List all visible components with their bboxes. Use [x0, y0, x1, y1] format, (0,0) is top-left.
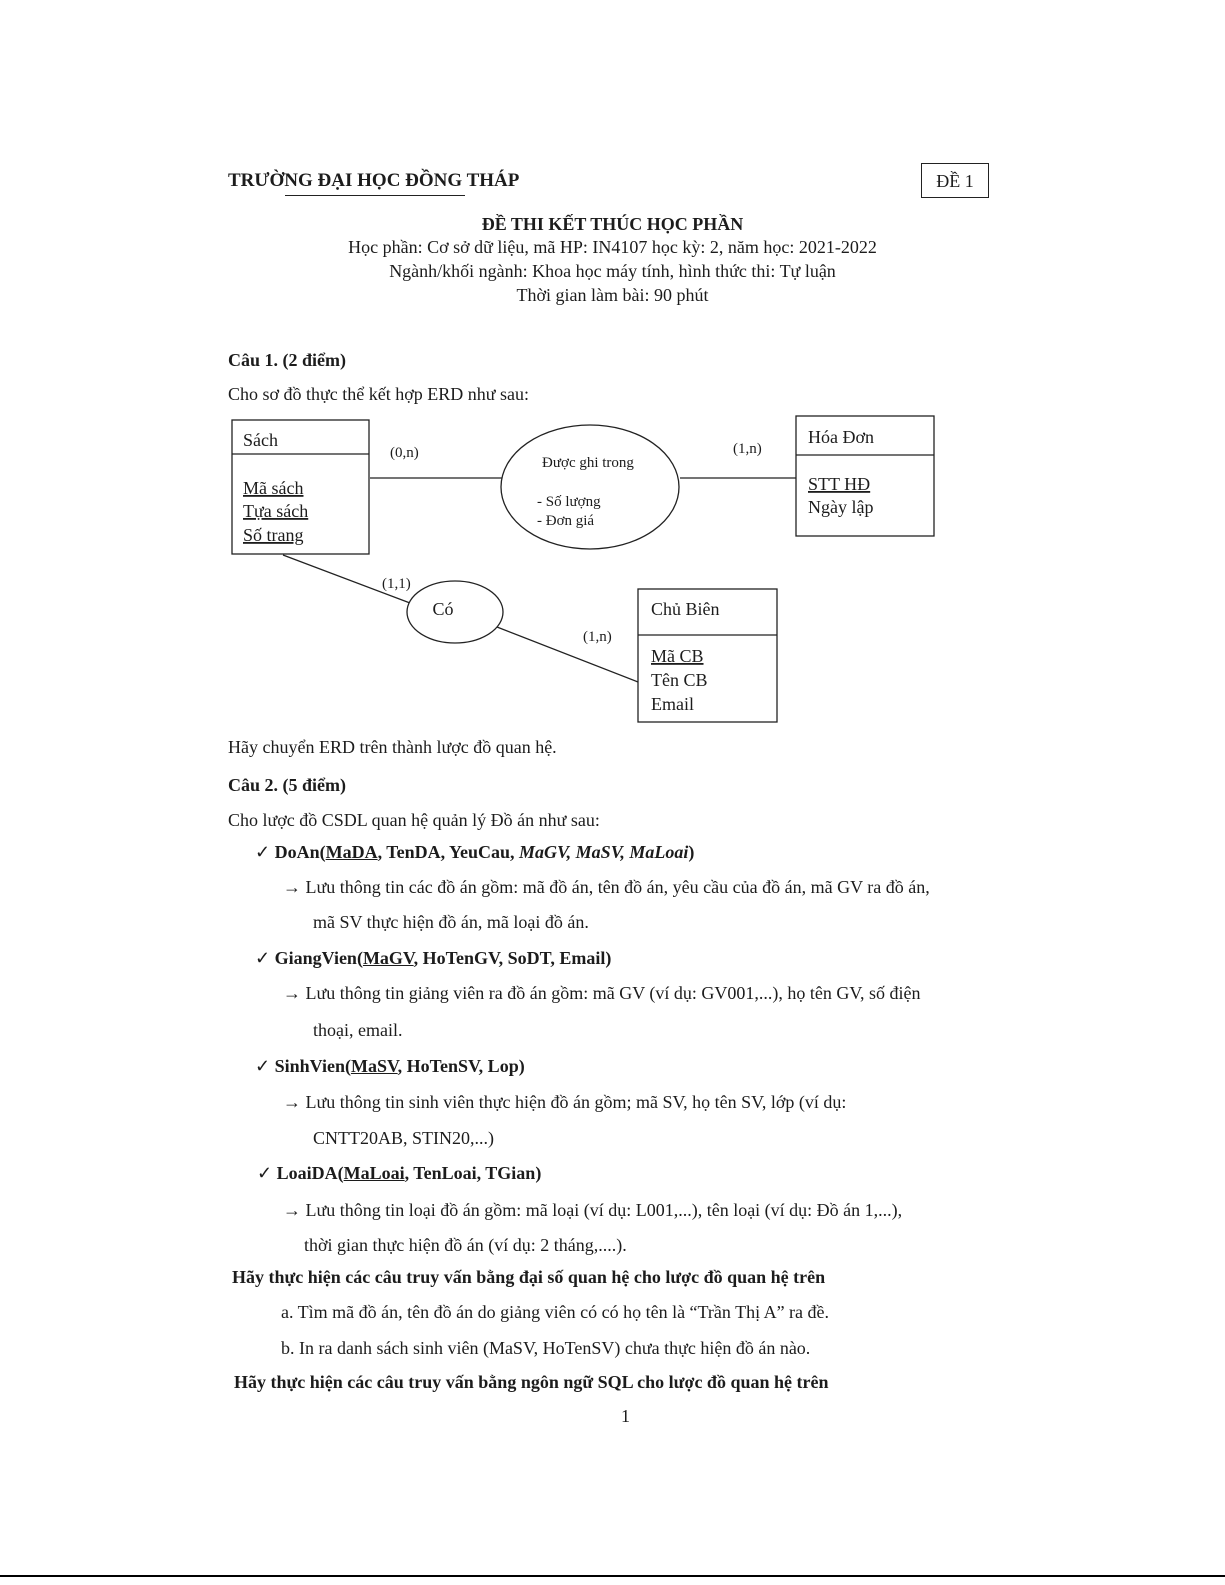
relation-doan-desc [283, 877, 930, 898]
check-icon: ✓ [255, 948, 271, 968]
entity-hoadon-attr: Ngày lập [808, 497, 874, 517]
entity-sach-attr: Mã sách [243, 478, 304, 498]
relation-attrs: , TenLoai, TGian) [404, 1163, 542, 1183]
relation-attrs: , TenDA, YeuCau, [377, 842, 519, 862]
relation-desc-line1: Lưu thông tin các đồ án gồm: mã đồ án, tên đồ án, yêu cầu của đồ án, mã GV ra đồ án, [305, 877, 930, 897]
check-icon: ✓ [255, 1056, 271, 1076]
entity-sach-attr: Số trang [243, 525, 304, 545]
algebra-heading: Hãy thực hiện các câu truy vấn bằng đại số quan hệ cho lược đồ quan hệ trên [232, 1267, 826, 1287]
relation-desc-line1: Lưu thông tin giảng viên ra đồ án gồm: mã GV (ví dụ: GV001,...), họ tên GV, số điện [305, 983, 921, 1003]
check-icon: ✓ [255, 842, 271, 862]
relation-attrs: , HoTenSV, Lop) [397, 1056, 525, 1076]
erd-diagram [0, 0, 1225, 760]
relation-primary-key: MaSV [350, 1056, 398, 1076]
entity-hoadon-name: Hóa Đơn [808, 427, 875, 447]
entity-chubien-name: Chủ Biên [651, 599, 720, 619]
relation-giangvien [255, 948, 611, 969]
q1-task: Hãy chuyển ERD trên thành lược đồ quan hệ. [228, 737, 557, 757]
relation-name: LoaiDA( [276, 1163, 344, 1183]
entity-chubien-attr: Email [651, 694, 694, 714]
check-icon: ✓ [257, 1163, 273, 1183]
time-info: Thời gian làm bài: 90 phút [516, 285, 709, 305]
entity-hoadon-attr: STT HĐ [808, 474, 871, 494]
cardinality-chubien-co: (1,n) [583, 629, 612, 645]
relation-desc-line1: Lưu thông tin sinh viên thực hiện đồ án gồm; mã SV, họ tên SV, lớp (ví dụ: [305, 1092, 847, 1112]
sql-heading: Hãy thực hiện các câu truy vấn bằng ngôn ngữ SQL cho lược đồ quan hệ trên [234, 1372, 829, 1392]
relation-primary-key: MaGV [362, 948, 414, 968]
relation-primary-key: MaLoai [343, 1163, 405, 1183]
relationship-co-name: Có [432, 599, 454, 619]
relationship-ghi-ellipse [501, 425, 679, 549]
algebra-item-a: a. Tìm mã đồ án, tên đồ án do giảng viên có có họ tên là “Trần Thị A” ra đề. [281, 1302, 830, 1322]
relation-attrs: , HoTenGV, SoDT, Email) [413, 948, 612, 968]
relation-sinhvien-desc-line2: CNTT20AB, STIN20,...) [313, 1128, 494, 1148]
scan-bottom-edge [0, 1575, 1225, 1577]
relation-giangvien-desc [283, 983, 921, 1004]
q2-intro: Cho lược đồ CSDL quan hệ quản lý Đồ án như sau: [228, 810, 600, 830]
relation-name: DoAn( [274, 842, 326, 862]
relation-close: ) [688, 842, 695, 862]
relation-doan [255, 842, 694, 863]
arrow-right-icon: → [283, 1092, 301, 1112]
relation-primary-key: MaDA [325, 842, 378, 862]
arrow-right-icon: → [283, 983, 301, 1003]
relationship-co-ellipse [407, 581, 503, 643]
course-info: Học phần: Cơ sở dữ liệu, mã HP: IN4107 học kỳ: 2, năm học: 2021-2022 [348, 237, 877, 257]
exam-code-box: ĐỀ 1 [921, 163, 989, 198]
major-info: Ngành/khối ngành: Khoa học máy tính, hình thức thi: Tự luận [389, 261, 836, 281]
relation-loaida [257, 1163, 541, 1184]
q1-intro: Cho sơ đồ thực thể kết hợp ERD như sau: [228, 384, 530, 404]
relation-desc-line1: Lưu thông tin loại đồ án gồm: mã loại (ví dụ: L001,...), tên loại (ví dụ: Đồ án 1,...), [305, 1200, 903, 1220]
cardinality-sach-co: (1,1) [382, 576, 411, 592]
entity-chubien-attr: Mã CB [651, 646, 704, 666]
relation-name: GiangVien( [274, 948, 363, 968]
entity-sach-name: Sách [243, 430, 278, 450]
school-name: TRƯỜNG ĐẠI HỌC ĐỒNG THÁP [228, 170, 520, 191]
q2-heading: Câu 2. (5 điểm) [228, 775, 346, 795]
relation-name: SinhVien( [274, 1056, 351, 1076]
arrow-right-icon: → [283, 1200, 301, 1220]
entity-chubien-attr: Tên CB [651, 670, 708, 690]
relationship-ghi-name: Được ghi trong [542, 455, 634, 471]
relation-sinhvien-desc [283, 1092, 846, 1113]
arrow-right-icon: → [283, 877, 301, 897]
relation-loaida-desc [283, 1200, 902, 1221]
relation-loaida-desc-line2: thời gian thực hiện đồ án (ví dụ: 2 tháng,....). [304, 1235, 627, 1255]
cardinality-hoadon-ghi: (1,n) [733, 441, 762, 457]
line-co-chubien [497, 627, 638, 682]
relation-doan-desc-line2: mã SV thực hiện đồ án, mã loại đồ án. [313, 912, 589, 932]
relationship-ghi-attr: - Số lượng [537, 494, 601, 510]
page-number: 1 [621, 1406, 630, 1426]
algebra-item-b: b. In ra danh sách sinh viên (MaSV, HoTenSV) chưa thực hiện đồ án nào. [281, 1338, 811, 1358]
relation-giangvien-desc-line2: thoại, email. [313, 1020, 403, 1040]
relation-foreign-keys: MaGV, MaSV, MaLoai [518, 842, 689, 862]
cardinality-sach-ghi: (0,n) [390, 445, 419, 461]
entity-sach-attr: Tựa sách [243, 501, 309, 521]
q1-heading: Câu 1. (2 điểm) [228, 350, 346, 370]
relation-sinhvien [255, 1056, 525, 1077]
exam-title: ĐỀ THI KẾT THÚC HỌC PHẦN [481, 214, 744, 234]
relationship-ghi-attr: - Đơn giá [537, 513, 595, 529]
